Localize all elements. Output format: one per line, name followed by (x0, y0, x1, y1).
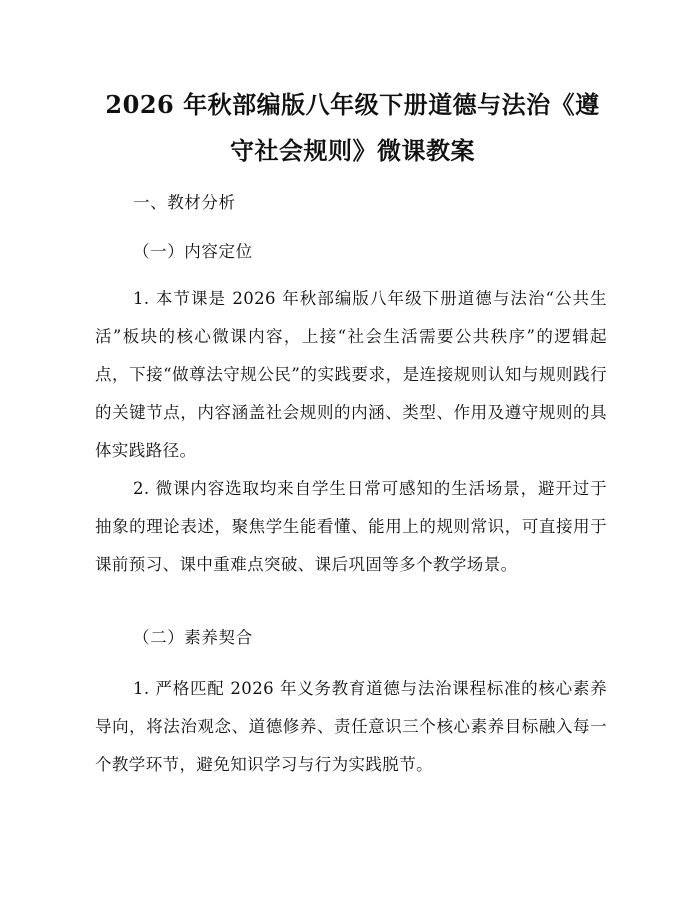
paragraph-literacy-alignment-1: 1. 严格匹配 2026 年义务教育道德与法治课程标准的核心素养导向，将法治观念、道德修养、责任意识三个核心素养目标融入每一个教学环节，避免知识学习与行为实践脱节。 (95, 679, 607, 774)
document-title-line-1: 2026 年秋部编版八年级下册道德与法治《遵 (105, 90, 600, 119)
section-heading-textbook-analysis: 一、教材分析 (133, 193, 236, 212)
document-title (95, 82, 610, 174)
subsection-heading-content-positioning: （一）内容定位 (133, 242, 253, 261)
paragraph-content-positioning-1: 1. 本节课是 2026 年秋部编版八年级下册道德与法治“公共生活”板块的核心微课内容，上接“社会生活需要公共秩序”的逻辑起点，下接“做尊法守规公民”的实践要求，是连接规则认知与规则践行的关键节点，内容涵盖社会规则的内涵、类型、作用及遵守规则的具体实践路径。 (95, 289, 607, 460)
paragraph-content-positioning-2: 2. 微课内容选取均来自学生日常可感知的生活场景，避开过于抽象的理论表述，聚焦学生能看懂、能用上的规则常识，可直接用于课前预习、课中重难点突破、课后巩固等多个教学场景。 (95, 479, 607, 574)
subsection-heading-literacy-alignment: （二）素养契合 (133, 628, 253, 647)
document-title-line-2: 守社会规则》微课教案 (230, 136, 475, 165)
